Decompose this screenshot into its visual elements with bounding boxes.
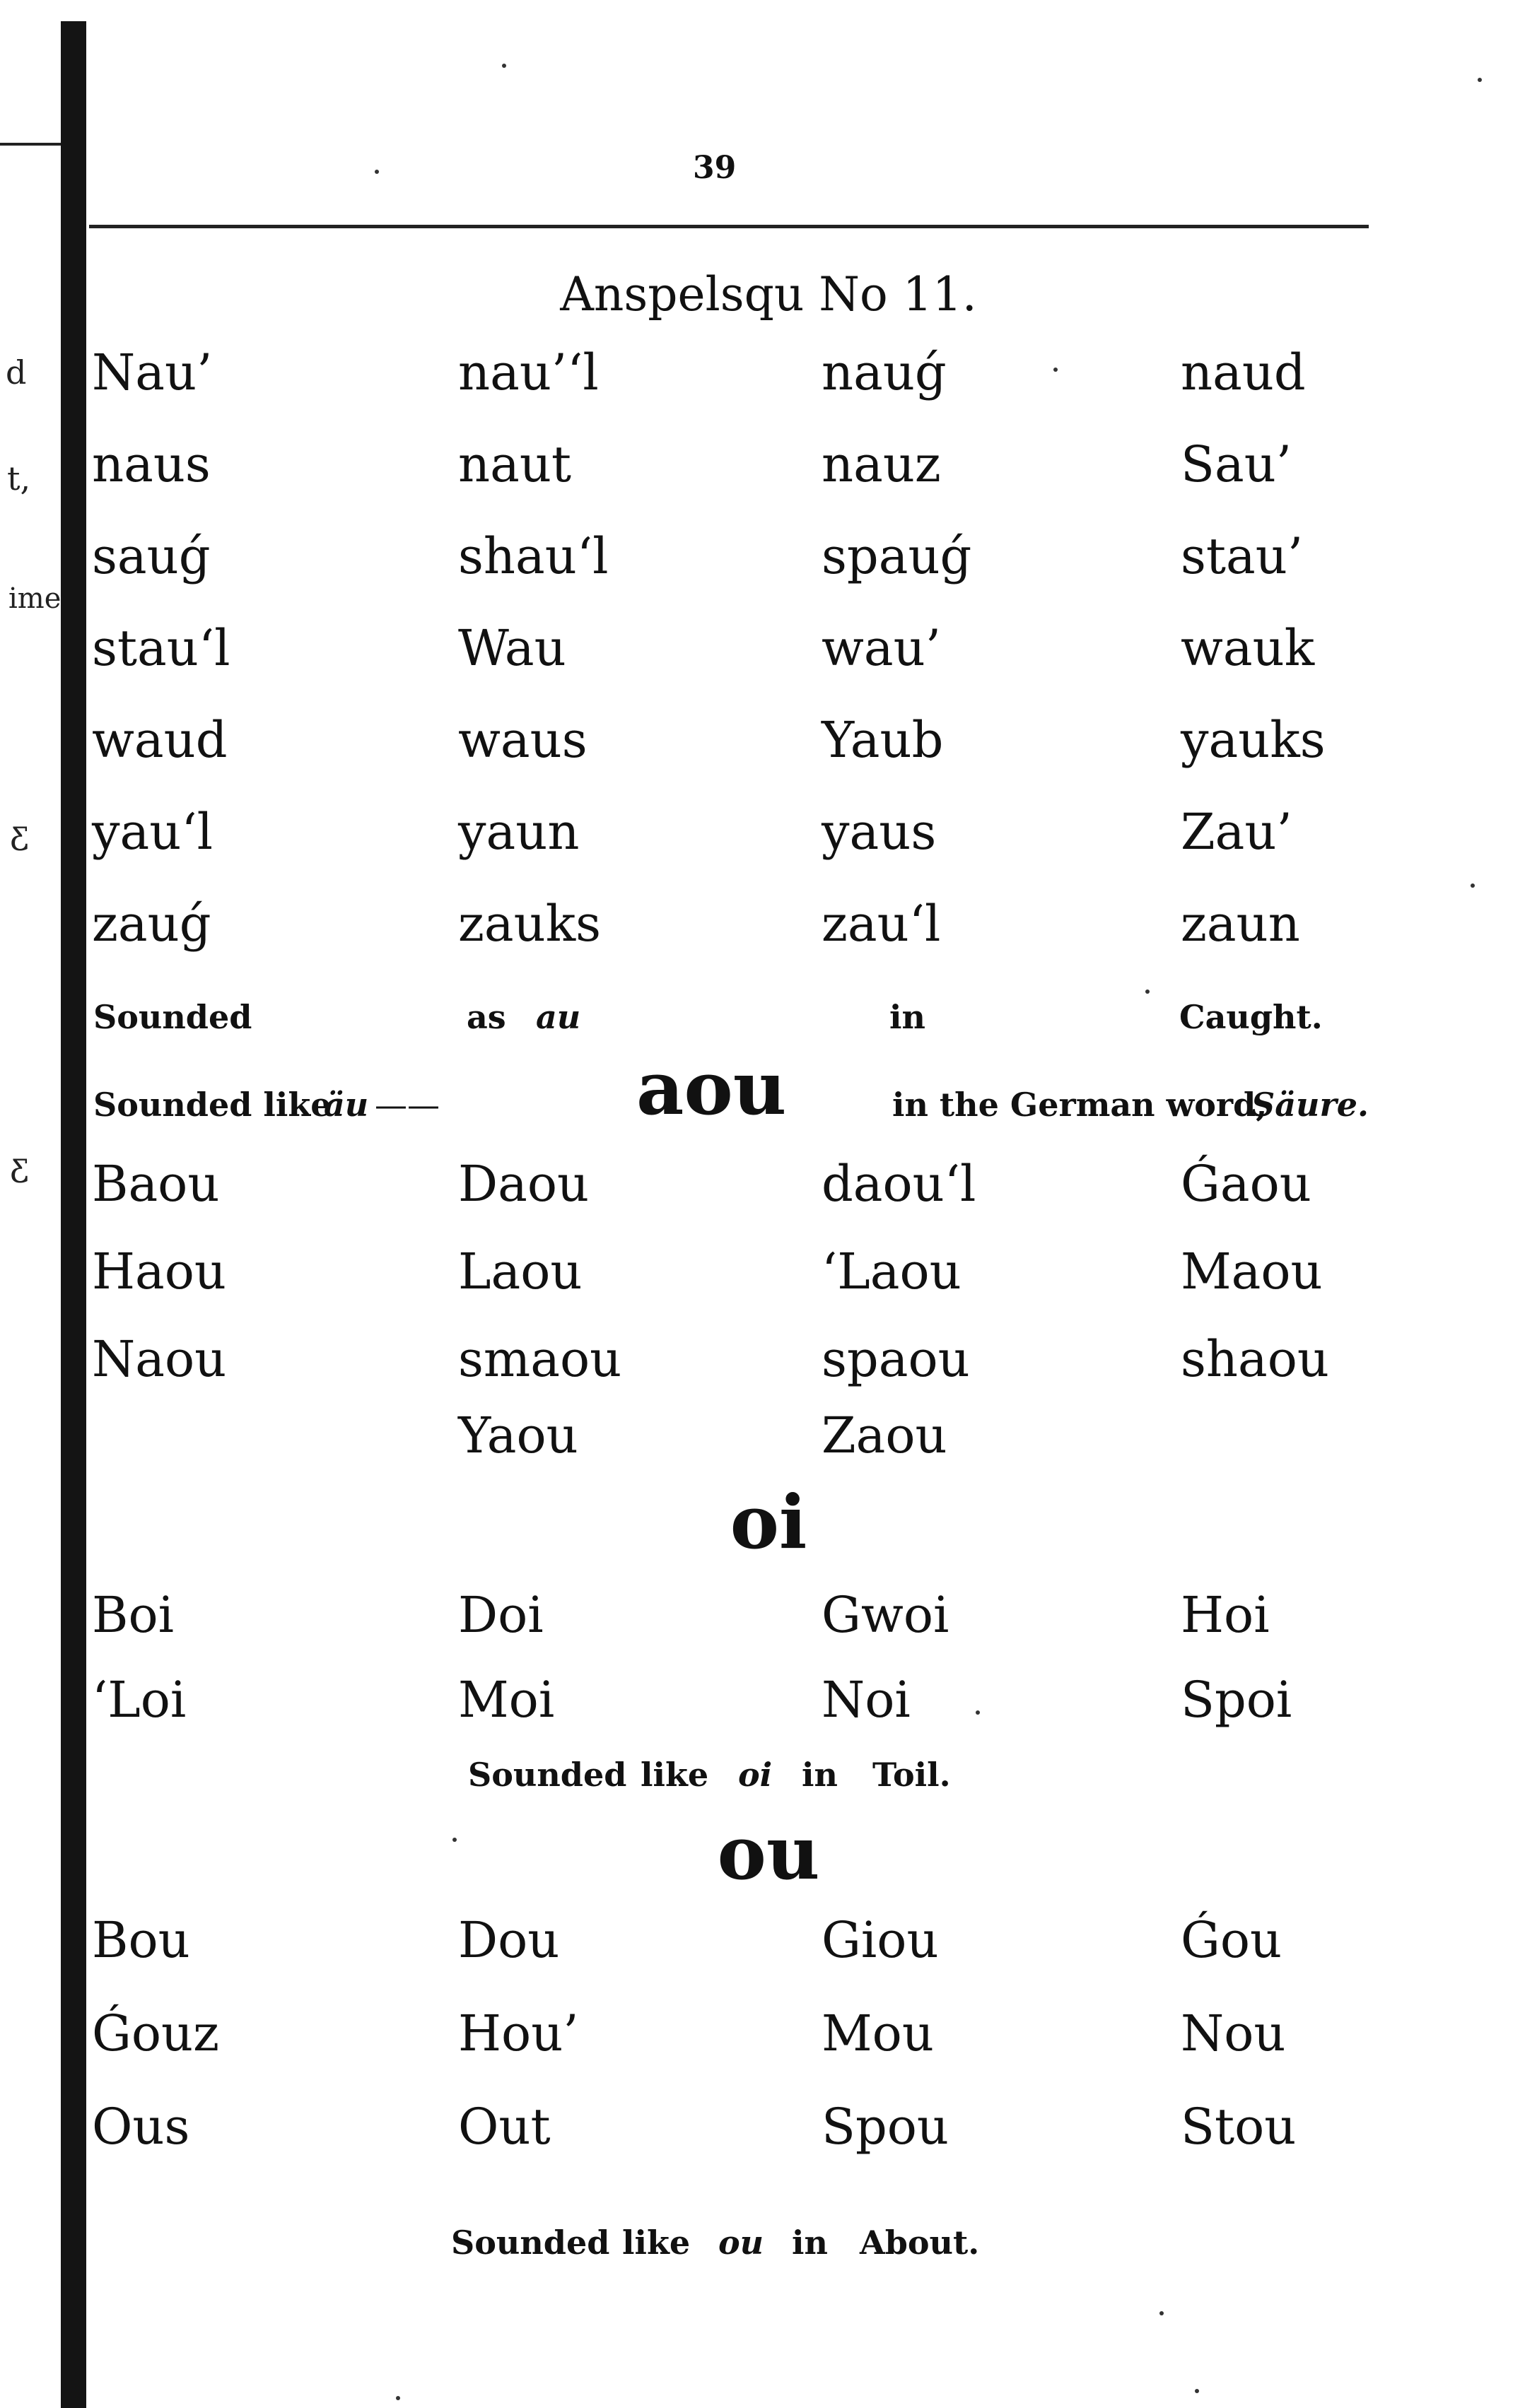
note-word: like [641,1756,709,1794]
word: Wau [458,619,566,677]
word: spaou [822,1330,970,1388]
word: wau’ [822,619,941,677]
word-row [0,1586,1537,1661]
word: nauz [822,435,941,493]
word-row [0,1911,1537,1986]
word: naud [1181,343,1306,401]
word: waus [458,711,588,769]
scan-speck [1478,78,1482,82]
scan-speck [1145,989,1150,994]
word: waud [92,711,228,769]
note-sound: oi [738,1756,773,1794]
note-italic [324,1086,368,1124]
note-word: Sounded like [93,1086,332,1124]
scan-speck [452,1838,457,1842]
note-word: Sounded [93,998,252,1036]
word: Noi [822,1671,911,1729]
word: Doi [458,1586,544,1644]
word: Giou [822,1911,939,1969]
word: Dou [458,1911,560,1969]
margin-rule [0,143,61,146]
scan-speck [1053,368,1058,372]
margin-fragment: ime [8,582,62,615]
word-row [0,1155,1537,1230]
note-italic [1251,1086,1369,1124]
word: Nau’ [92,343,213,401]
note-word: in the German word, [892,1086,1268,1124]
word: Ǵou [1181,1911,1282,1969]
note-italic [718,2224,764,2262]
word: Hou’ [458,2004,579,2062]
word: Naou [92,1330,227,1388]
note-dash: —— [375,1086,440,1124]
margin-fragment: d [6,353,27,392]
word: Spoi [1181,1671,1292,1729]
word: yau‘l [92,803,214,861]
note-word: Toil. [872,1756,951,1794]
word: Moi [458,1671,555,1729]
section-heading: ou [717,1809,820,1896]
word-row [0,435,1537,510]
note-sound: Säure. [1251,1086,1369,1124]
word: stau’ [1181,527,1304,585]
word: Stou [1181,2098,1297,2156]
word: Haou [92,1243,227,1300]
scan-speck [396,2396,400,2400]
note-word: Caught. [1179,998,1323,1036]
word: naut [458,435,572,493]
note-word: in [802,1756,838,1794]
word-row [0,1671,1537,1746]
scan-speck [375,170,379,174]
word: Daou [458,1155,590,1213]
word: Sau’ [1181,435,1292,493]
word: stau‘l [92,619,230,677]
word: wauk [1181,619,1315,677]
word: zau‘l [822,895,941,953]
word-row [0,711,1537,786]
margin-fragment: ƹ [10,1145,28,1183]
word: yauks [1181,711,1326,769]
note-sound: ou [718,2224,764,2262]
section-heading: aou [636,1045,787,1132]
note-word: Sounded [451,2224,610,2262]
word-row [0,527,1537,602]
word: Ǵaou [1181,1155,1311,1213]
page-number: 39 [693,150,737,186]
word: sauǵ [92,527,211,585]
note-sound: au [536,998,581,1036]
word: Baou [92,1155,220,1213]
margin-fragment: ƹ [10,813,28,851]
word-row [0,619,1537,694]
header-rule [89,225,1369,228]
scan-speck [1159,2311,1164,2315]
note-italic [738,1756,772,1794]
scan-speck [1195,2389,1199,2393]
word-row [0,1406,1537,1481]
scan-speck [976,1710,980,1715]
word: Hoi [1181,1586,1270,1644]
page-title: Anspelsqu No 11. [560,267,977,322]
word: spauǵ [822,527,972,585]
word-row [0,1243,1537,1317]
word: Boi [92,1586,174,1644]
word-row [0,895,1537,970]
word: daou‘l [822,1155,976,1213]
word: Gwoi [822,1586,949,1644]
note-word: as [467,998,506,1036]
word: naus [92,435,211,493]
note-word: in [792,2224,828,2262]
word-row [0,2004,1537,2079]
note-sound: äu [324,1086,369,1124]
word: zaun [1181,895,1300,953]
word: Nou [1181,2004,1286,2062]
word-row [0,343,1537,418]
word: shau‘l [458,527,609,585]
word: nauǵ [822,343,947,401]
word: Ous [92,2098,190,2156]
word: Spou [822,2098,949,2156]
word: ‘Loi [92,1671,187,1729]
note-word: About. [860,2224,980,2262]
word: Zaou [822,1406,947,1464]
section-heading: oi [730,1479,807,1566]
word: ‘Laou [822,1243,962,1300]
word: Mou [822,2004,934,2062]
word: Maou [1181,1243,1323,1300]
note-word: in [889,998,925,1036]
word: yaun [458,803,580,861]
word: Ǵouz [92,2004,220,2062]
scan-speck [502,64,506,68]
note-italic [536,998,580,1036]
note-word: Sounded [468,1756,627,1794]
word: shaou [1181,1330,1329,1388]
word: Bou [92,1911,190,1969]
margin-fragment: t, [7,459,31,498]
word: Laou [458,1243,583,1300]
word: yaus [822,803,937,861]
word: smaou [458,1330,622,1388]
word-row [0,1330,1537,1405]
word-row [0,2098,1537,2173]
word: nau’‘l [458,343,599,401]
note-word: like [622,2224,691,2262]
word: Yaou [458,1406,578,1464]
word: zauks [458,895,602,953]
word: Out [458,2098,551,2156]
scan-speck [1471,883,1475,888]
word: Zau’ [1181,803,1292,861]
word-row [0,803,1537,878]
word: Yaub [822,711,944,769]
word: zauǵ [92,895,211,953]
